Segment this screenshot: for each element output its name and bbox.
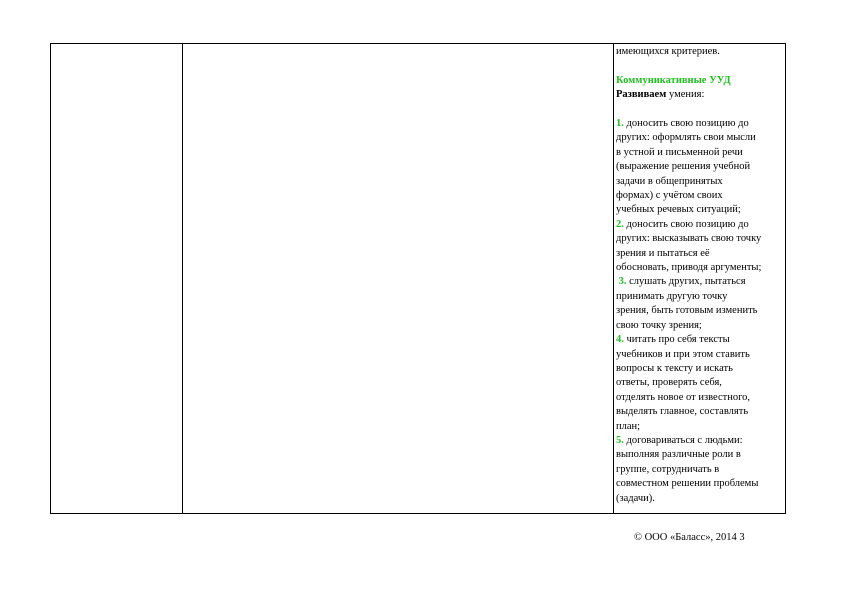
list-item-line: совместном решении проблемы (616, 478, 759, 490)
copyright-footer: © ООО «Баласс», 2014 3 (634, 532, 745, 543)
list-item-first-line (616, 333, 785, 347)
list-item-line: выделять главное, составлять (616, 406, 749, 418)
list-item-line: (выражение решения учебной (616, 161, 751, 173)
list-item-first-line (616, 218, 785, 232)
list-item-text: слушать других, пытаться (629, 276, 746, 288)
list-item-number: 2. (616, 218, 624, 230)
section-heading: Коммуникативные УУД (616, 74, 731, 86)
list-item-line: принимать другую точку (616, 290, 728, 302)
table-cell-uud (613, 44, 785, 513)
list-item-line: задачи в общепринятых (616, 175, 723, 187)
list-item-number: 5. (616, 434, 624, 446)
list-item-line: зрения и пытаться её (616, 247, 710, 259)
list-item-line: план; (616, 420, 641, 432)
section-subheading (616, 88, 785, 102)
list-item-line: учебных речевых ситуаций; (616, 204, 741, 216)
skills-list (616, 117, 785, 506)
list-item-line: других: оформлять свои мысли (616, 132, 756, 144)
list-item-line: других: высказывать свою точку (616, 233, 762, 245)
list-item-number: 3. (618, 276, 627, 288)
list-item-first-line (616, 434, 785, 448)
list-item-line: формах) с учётом своих (616, 190, 723, 202)
spacer (616, 103, 785, 117)
list-item-line: отделять новое от известного, (616, 391, 751, 403)
list-item-line: в устной и письменной речи (616, 146, 743, 158)
list-item-line: обосновать, приводя аргументы; (616, 262, 762, 274)
intro-text: имеющихся критериев. (616, 46, 720, 57)
list-item-number: 1. (616, 118, 624, 129)
list-item-number: 4. (616, 334, 624, 346)
list-item-text: доносить свою позицию до (626, 218, 749, 230)
subheading-rest: умения: (666, 89, 705, 101)
list-item-line: учебников и при этом ставить (616, 348, 750, 360)
list-item-line: свою точку зрения; (616, 319, 702, 331)
list-item-line: выполняя различные роли в (616, 449, 741, 461)
content-table (50, 43, 786, 514)
spacer (616, 59, 785, 73)
list-item-first-line (616, 117, 785, 131)
list-item-line: группе, сотрудничать в (616, 463, 720, 475)
list-item-line: ответы, проверять себя, (616, 377, 722, 389)
list-item-line: вопросы к тексту и искать (616, 362, 733, 374)
list-item-text: читать про себя тексты (626, 334, 730, 346)
list-item-line: зрения, быть готовым изменить (616, 305, 758, 317)
list-item-text: доносить свою позицию до (626, 118, 749, 129)
column-divider-1 (182, 44, 183, 513)
list-item-text: договариваться с людьми: (626, 434, 743, 446)
list-item-first-line (616, 275, 785, 289)
list-item-line: (задачи). (616, 492, 655, 504)
subheading-bold: Развиваем (616, 89, 667, 101)
